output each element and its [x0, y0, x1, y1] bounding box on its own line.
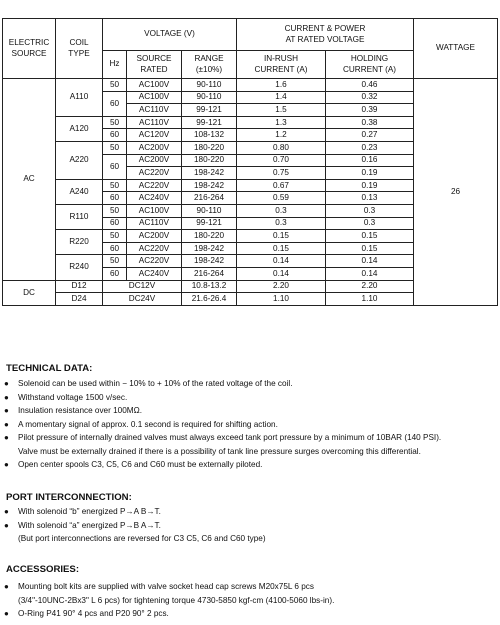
source-rated-cell: AC100V [127, 79, 182, 92]
source-rated-cell: AC110V [127, 217, 182, 230]
holding-cell: 0.3 [326, 204, 414, 217]
header-hz: Hz [103, 51, 127, 79]
header-electric-source: ELECTRIC SOURCE [3, 19, 56, 79]
inrush-cell: 0.14 [237, 255, 326, 268]
holding-cell: 0.23 [326, 141, 414, 154]
holding-cell: 0.14 [326, 255, 414, 268]
range-cell: 90-110 [182, 204, 237, 217]
coil-cell: R220 [56, 230, 103, 255]
port-interconnection-list [4, 505, 266, 546]
hz-cell: 60 [103, 129, 127, 142]
bullet-icon: ● [4, 419, 9, 429]
list-item: ● O-Ring P41 90° 4 pcs and P20 90° 2 pcs. [4, 607, 334, 621]
inrush-cell: 1.2 [237, 129, 326, 142]
list-item: ● Pilot pressure of internally drained valves must always exceed tank port pressure by a minimum of 10BAR (140 PSI). [4, 431, 441, 445]
inrush-cell: 1.4 [237, 91, 326, 104]
range-cell: 216-264 [182, 267, 237, 280]
inrush-cell: 1.10 [237, 293, 326, 306]
wattage-cell: 26 [414, 79, 498, 306]
list-item-continuation: (3/4"-10UNC-2Bx3" L 6 pcs) for tightening torque 4730-5850 kgf-cm (4100-5060 lbs-in). [18, 595, 335, 605]
hz-cell: 50 [103, 79, 127, 92]
range-cell: 21.6-26.4 [182, 293, 237, 306]
inrush-cell: 0.67 [237, 179, 326, 192]
source-cell-dc: DC [3, 280, 56, 305]
source-cell-ac: AC [3, 79, 56, 281]
hz-cell: 50 [103, 116, 127, 129]
list-item: ● A momentary signal of approx. 0.1 second is required for shifting action. [4, 418, 441, 432]
inrush-cell: 0.14 [237, 267, 326, 280]
hz-cell: 60 [103, 192, 127, 205]
header-range: RANGE (±10%) [182, 51, 237, 79]
inrush-cell: 0.3 [237, 204, 326, 217]
source-rated-cell: AC200V [127, 230, 182, 243]
range-cell: 99-121 [182, 217, 237, 230]
range-cell: 180-220 [182, 154, 237, 167]
header-wattage: WATTAGE [414, 19, 498, 79]
port-note: (But port interconnections are reversed for C3 C5, C6 and C60 type) [18, 534, 266, 543]
coil-cell: R110 [56, 204, 103, 229]
range-cell: 180-220 [182, 141, 237, 154]
source-rated-cell: AC110V [127, 116, 182, 129]
bullet-icon: ● [4, 460, 9, 469]
hz-cell: 50 [103, 255, 127, 268]
range-cell: 198-242 [182, 167, 237, 180]
hz-cell: 50 [103, 204, 127, 217]
inrush-cell: 1.5 [237, 104, 326, 117]
bullet-icon: ● [4, 406, 9, 415]
source-rated-cell: AC220V [127, 179, 182, 192]
hz-cell: 60 [103, 242, 127, 255]
range-cell: 90-110 [182, 91, 237, 104]
coil-cell: R240 [56, 255, 103, 280]
inrush-cell: 0.70 [237, 154, 326, 167]
holding-cell: 0.14 [326, 267, 414, 280]
hz-cell: 50 [103, 179, 127, 192]
range-cell: 99-121 [182, 116, 237, 129]
header-source-rated: SOURCE RATED [127, 51, 182, 79]
coil-cell: A240 [56, 179, 103, 204]
holding-cell: 1.10 [326, 293, 414, 306]
bullet-icon: ● [4, 392, 9, 402]
accessories-title: ACCESSORIES: [6, 564, 80, 575]
bullet-icon: ● [4, 520, 9, 530]
hz-cell: 50 [103, 230, 127, 243]
holding-cell: 0.16 [326, 154, 414, 167]
source-rated-cell: AC100V [127, 91, 182, 104]
header-voltage: VOLTAGE (V) [103, 19, 237, 51]
range-cell: 180-220 [182, 230, 237, 243]
holding-cell: 0.19 [326, 167, 414, 180]
holding-cell: 0.19 [326, 179, 414, 192]
list-item: ● Withstand voltage 1500 v/sec. [4, 391, 441, 405]
source-rated-cell: AC240V [127, 192, 182, 205]
list-item: ● Insulation resistance over 100MΩ. [4, 404, 441, 418]
list-item: ● With solenoid “a” energized P→B A→T. [4, 519, 266, 533]
coil-cell: D12 [56, 280, 103, 293]
holding-cell: 0.32 [326, 91, 414, 104]
inrush-cell: 0.15 [237, 242, 326, 255]
source-rated-cell: AC200V [127, 154, 182, 167]
source-rated-cell: AC120V [127, 129, 182, 142]
inrush-cell: 2.20 [237, 280, 326, 293]
list-item: ● Open center spools C3, C5, C6 and C60 must be externally piloted. [4, 458, 441, 472]
source-rated-cell: AC100V [127, 204, 182, 217]
hz-cell: 50 [103, 141, 127, 154]
inrush-cell: 0.75 [237, 167, 326, 180]
inrush-cell: 1.6 [237, 79, 326, 92]
list-item-continuation: Valve must be externally drained if there is a possibility of tank line pressure surges overcoming this differential. [18, 446, 421, 456]
range-cell: 198-242 [182, 255, 237, 268]
bullet-icon: ● [4, 507, 9, 516]
hz-cell: 60 [103, 154, 127, 179]
hz-cell: 60 [103, 267, 127, 280]
range-cell: 99-121 [182, 104, 237, 117]
source-rated-cell: AC110V [127, 104, 182, 117]
inrush-cell: 0.15 [237, 230, 326, 243]
inrush-cell: 1.3 [237, 116, 326, 129]
holding-cell: 0.27 [326, 129, 414, 142]
holding-cell: 0.39 [326, 104, 414, 117]
list-item: ● Mounting bolt kits are supplied with valve socket head cap screws M20x75L 6 pcs [4, 580, 334, 594]
holding-cell: 2.20 [326, 280, 414, 293]
range-cell: 10.8-13.2 [182, 280, 237, 293]
range-cell: 90-110 [182, 79, 237, 92]
holding-cell: 0.38 [326, 116, 414, 129]
solenoid-spec-table [2, 18, 498, 306]
source-rated-cell: AC220V [127, 242, 182, 255]
accessories-list [4, 580, 334, 621]
source-rated-cell: AC220V [127, 167, 182, 180]
holding-cell: 0.15 [326, 242, 414, 255]
range-cell: 198-242 [182, 242, 237, 255]
header-holding: HOLDING CURRENT (A) [326, 51, 414, 79]
header-current-power: CURRENT & POWER AT RATED VOLTAGE [237, 19, 414, 51]
coil-cell: D24 [56, 293, 103, 306]
source-rated-cell: DC12V [103, 280, 182, 293]
port-interconnection-title: PORT INTERCONNECTION: [6, 492, 132, 503]
holding-cell: 0.3 [326, 217, 414, 230]
source-rated-cell: AC200V [127, 141, 182, 154]
source-rated-cell: DC24V [103, 293, 182, 306]
header-inrush: IN-RUSH CURRENT (A) [237, 51, 326, 79]
hz-cell: 60 [103, 217, 127, 230]
holding-cell: 0.46 [326, 79, 414, 92]
coil-cell: A120 [56, 116, 103, 141]
bullet-icon: ● [4, 609, 9, 618]
coil-cell: A110 [56, 79, 103, 117]
header-coil-type: COIL TYPE [56, 19, 103, 79]
range-cell: 198-242 [182, 179, 237, 192]
range-cell: 216-264 [182, 192, 237, 205]
technical-data-list [4, 377, 441, 472]
holding-cell: 0.15 [326, 230, 414, 243]
table-row [3, 79, 498, 92]
inrush-cell: 0.59 [237, 192, 326, 205]
inrush-cell: 0.80 [237, 141, 326, 154]
inrush-cell: 0.3 [237, 217, 326, 230]
hz-cell: 60 [103, 91, 127, 116]
holding-cell: 0.13 [326, 192, 414, 205]
range-cell: 108-132 [182, 129, 237, 142]
list-item: ● Solenoid can be used within − 10% to + 10% of the rated voltage of the coil. [4, 377, 441, 391]
source-rated-cell: AC220V [127, 255, 182, 268]
bullet-icon: ● [4, 379, 9, 388]
bullet-icon: ● [4, 433, 9, 442]
list-item: ● With solenoid “b” energized P→A B→T. [4, 505, 266, 519]
coil-cell: A220 [56, 141, 103, 179]
source-rated-cell: AC240V [127, 267, 182, 280]
technical-data-title: TECHNICAL DATA: [6, 363, 93, 374]
bullet-icon: ● [4, 582, 9, 591]
